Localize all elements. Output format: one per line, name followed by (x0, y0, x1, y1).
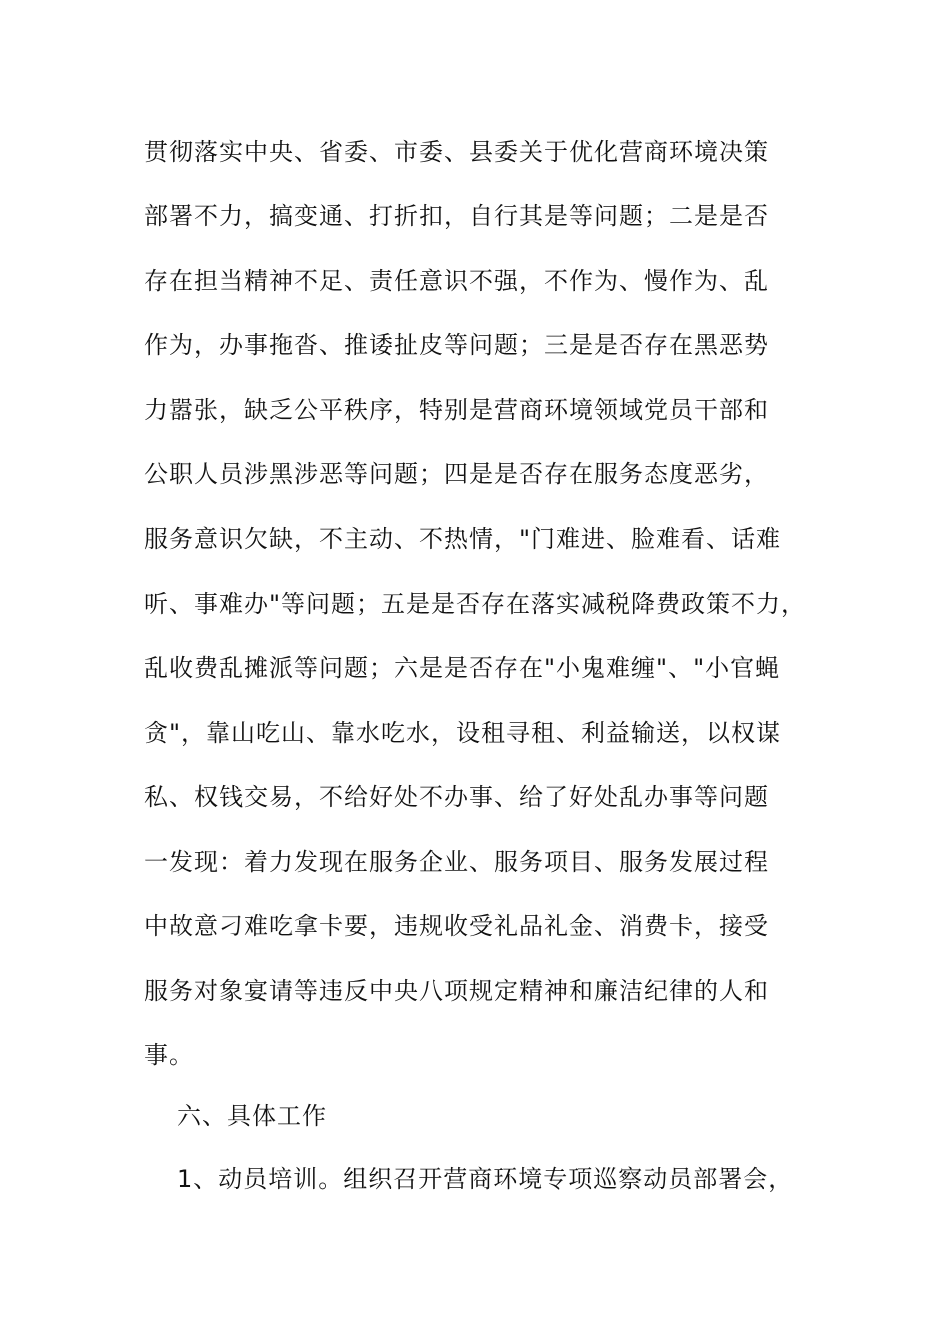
paragraph-line: 中故意刁难吃拿卡要，违规收受礼品礼金、消费卡，接受 (144, 912, 769, 940)
paragraph-line: 私、权钱交易，不给好处不办事、给了好处乱办事等问题 (144, 783, 769, 811)
paragraph-line: 乱收费乱摊派等问题；六是是否存在"小鬼难缠"、"小官蝇 (144, 654, 781, 682)
paragraph-line: 贯彻落实中央、省委、市委、县委关于优化营商环境决策 (144, 138, 769, 166)
list-item: 1、动员培训。组织召开营商环境专项巡察动员部署会， (177, 1165, 794, 1193)
paragraph-line: 贪"，靠山吃山、靠水吃水，设租寻租、利益输送，以权谋 (144, 719, 782, 747)
paragraph-line: 力嚣张，缺乏公平秩序，特别是营商环境领域党员干部和 (144, 396, 769, 424)
paragraph-line: 存在担当精神不足、责任意识不强，不作为、慢作为、乱 (144, 267, 769, 295)
paragraph-line: 听、事难办"等问题；五是是否存在落实减税降费政策不力， (144, 590, 807, 618)
paragraph-line: 服务对象宴请等违反中央八项规定精神和廉洁纪律的人和 (144, 977, 769, 1005)
paragraph-line: 服务意识欠缺，不主动、不热情，"门难进、脸难看、话难 (144, 525, 782, 553)
paragraph-line: 公职人员涉黑涉恶等问题；四是是否存在服务态度恶劣， (144, 460, 769, 488)
paragraph-line: 一发现：着力发现在服务企业、服务项目、服务发展过程 (144, 848, 769, 876)
paragraph-line: 事。 (144, 1041, 194, 1069)
paragraph-line: 作为，办事拖沓、推诿扯皮等问题；三是是否存在黑恶势 (144, 331, 769, 359)
section-heading: 六、具体工作 (177, 1102, 327, 1130)
paragraph-line: 部署不力，搞变通、打折扣，自行其是等问题；二是是否 (144, 202, 769, 230)
